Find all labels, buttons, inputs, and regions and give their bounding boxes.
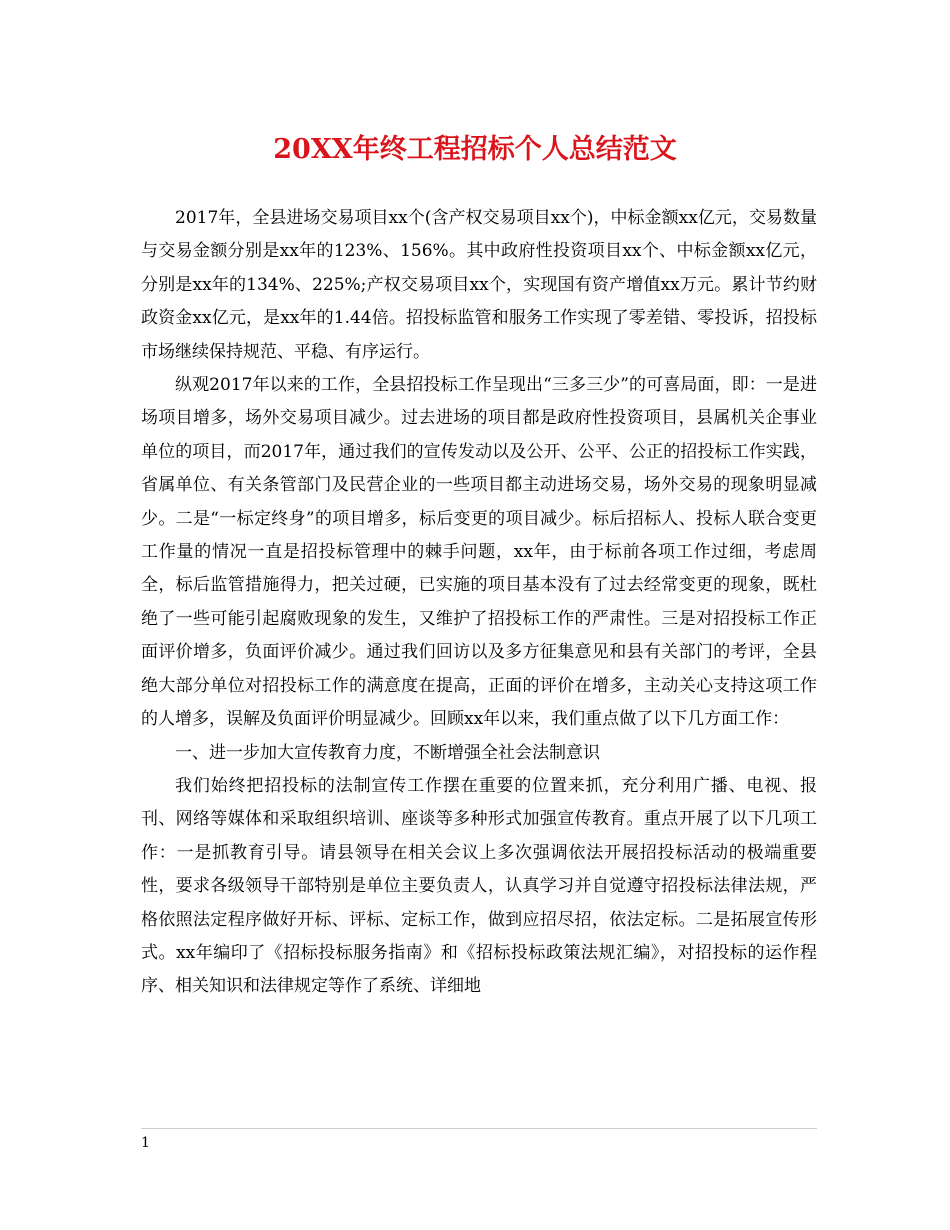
paragraph-overview: 纵观2017年以来的工作，全县招投标工作呈现出“三多三少”的可喜局面，即：一是进场项目增多，场外交易项目减少。过去进场的项目都是政府性投资项目，县属机关企事业单位的项目，而2017年，通过我们的宣传发动以及公开、公平、公正的招投标工作实践，省属单位、有关条管部门及民营企业的一些项目都主动进场交易，场外交易的现象明显减少。二是“一标定终身”的项目增多，标后变更的项目减少。标后招标人、投标人联合变更工作量的情况一直是招投标管理中的棘手问题，xx年，由于标前各项工作过细，考虑周全，标后监管措施得力，把关过硬，已实施的项目基本没有了过去经常变更的现象，既杜绝了一些可能引起腐败现象的发生，又维护了招投标工作的严肃性。三是对招投标工作正面评价增多，负面评价减少。通过我们回访以及多方征集意见和县有关部门的考评，全县绝大部分单位对招投标工作的满意度在提高，正面的评价在增多，主动关心支持这项工作的人增多，误解及负面评价明显减少。回顾xx年以来，我们重点做了以下几方面工作： (141, 375, 817, 730)
document-title: 20XX年终工程招标个人总结范文 (273, 134, 677, 165)
paragraph-summary: 2017年，全县进场交易项目xx个(含产权交易项目xx个)，中标金额xx亿元，交易数量与交易金额分别是xx年的123%、156%。其中政府性投资项目xx个、中标金额xx亿元，分别是xx年的134%、225%;产权交易项目xx个，实现国有资产增值xx万元。累计节约财政资金xx亿元，是xx年的1.44倍。招投标监管和服务工作实现了零差错、零投诉，招投标市场继续保持规范、平稳、有序运行。 (141, 208, 817, 362)
footer-divider (141, 1128, 817, 1129)
section-heading-1: 一、进一步加大宣传教育力度，不断增强全社会法制意识 (175, 742, 600, 763)
page-number: 1 (141, 1135, 150, 1151)
paragraph-publicity: 我们始终把招投标的法制宣传工作摆在重要的位置来抓，充分利用广播、电视、报刊、网络等媒体和采取组织培训、座谈等多种形式加强宣传教育。重点开展了以下几项工作：一是抓教育引导。请县领导在相关会议上多次强调依法开展招投标活动的极端重要性，要求各级领导干部特别是单位主要负责人，认真学习并自觉遵守招投标法律法规，严格依照法定程序做好开标、评标、定标工作，做到应招尽招，依法定标。二是拓展宣传形式。xx年编印了《招标投标服务指南》和《招标投标政策法规汇编》，对招投标的运作程序、相关知识和法律规定等作了系统、详细地 (141, 775, 817, 997)
document-body (141, 202, 817, 1004)
